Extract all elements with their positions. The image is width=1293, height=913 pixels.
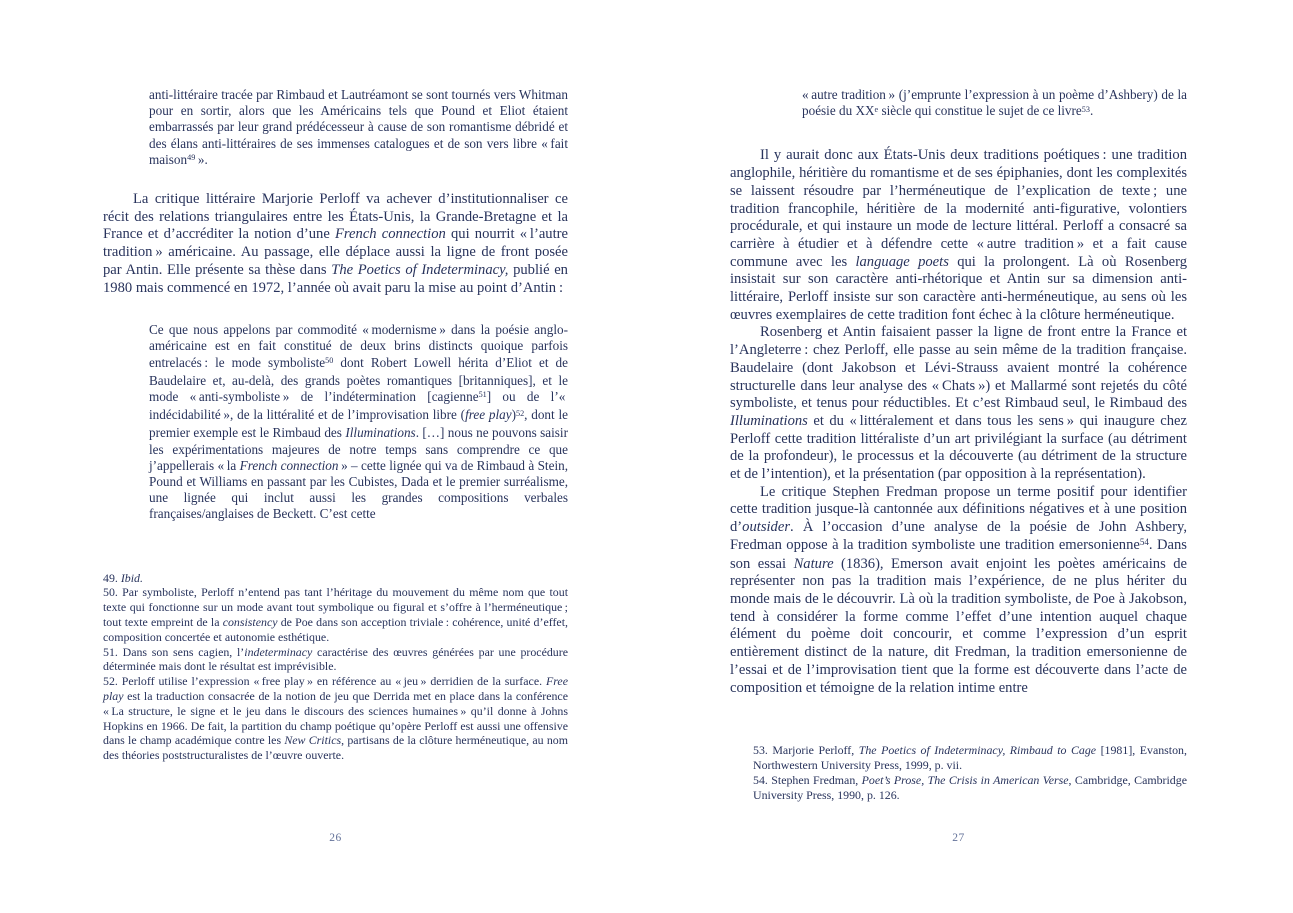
text-run: anti-littéraire tracée par Rimbaud et Lautréamont se sont tournés vers Whitman pour en sortir, alors que les Américains tels que Pound et Eliot étaient embarrassés par leur grand prédécesseur à cause de son romantisme débridé et des élans anti-littéraires de ses immenses catalogues et de son vers libre « fait maison [149,87,568,167]
text-run: . [1089,103,1094,119]
text-run: 54. Stephen Fredman, [753,772,862,787]
text-run: ) [511,407,516,423]
footnotes-section [753,743,1187,802]
text-run: 50. Par symboliste, Perloff n’entend pas tant l’héritage du mouvement du même nom que tout texte qui fonctionne sur un mode avant tout symbolique ou figural et s’offre à l’herméneutique ; tout texte empreint de la [103,585,568,630]
footnote [753,773,1187,803]
footnote [103,571,568,586]
footnote [753,743,1187,773]
text-run: Nature [793,555,834,572]
text-run: , Cambridge, Cambridge University Press, 1990, p. 126. [753,772,1187,802]
text-run: Ce que nous appelons par commodité « modernisme » dans la poésie anglo-américaine est en fait constitué de deux brins distincts quoique parfois entrelacés : le mode symboliste [149,322,568,370]
text-run: indeterminacy [244,644,313,659]
text-run: Poet’s Prose, The Crisis in American Verse [861,772,1069,787]
text-run: de Poe dans son acception triviale : cohérence, unité d’effet, composition concertée et autonomie esthétique. [103,615,568,644]
footnote-marker: 50 [325,355,334,365]
footnote-marker: e [874,104,879,114]
text-run: . Dans son essai [730,536,1187,572]
footnote-marker: 51 [478,390,487,400]
text-run: outsider [742,519,791,536]
footnote [103,585,568,644]
text-run: The Poetics of Indeterminacy, [331,261,509,278]
page-number-left: 26 [329,832,342,844]
block-quote [149,87,568,170]
block-quote [802,87,1187,121]
text-run: (1836), Emerson avait enjoint les poètes américains de représenter non pas la tradition mais l’expérience, de ne plus hériter du monde mais de le découvrir. Là où la tradition symboliste, de Poe à Jakobson, tend à considérer la forme comme l’effet d’une intention auquel chaque élément du poème doit concourir, et comme l’expression d’un esprit entièrement distinct de la nature, dit Fredman, la tradition emersonienne de l’essai et de l’improvisation tient que la forme est découverte dans l’acte de composition et témoigne de la relation intime entre [730,555,1187,696]
page-right-text [730,87,1187,802]
page-left [103,87,569,844]
page-left-text [103,87,568,763]
footnote-marker: 52 [515,408,525,418]
text-run: Illuminations [730,412,808,429]
text-run: ». [195,151,208,167]
text-run: qui la prolongent. Là où Rosenberg insistait sur son caractère anti-rhétorique et Antin sur sa dimension anti-littéraire, Perloff insiste sur son caractère anti-herméneutique, au sens où les œuvres exemplaires de cette tradition font échec à la clôture herméneutique. [730,253,1187,323]
body-paragraph [730,484,1187,697]
footnote-marker: 49 [187,153,196,163]
body-paragraph [730,324,1187,483]
text-run: qui nourrit « l’autre tradition » américaine. Au passage, elle déplace aussi la ligne de front posée par Antin. Elle présente sa thèse dans [103,226,568,278]
text-run: language poets [855,253,949,270]
text-run: New Critics [284,733,342,748]
text-run: Le critique Stephen Fredman propose un terme positif pour identifier cette tradition jusque-là cantonnée aux définitions négatives et à une position d’ [730,483,1187,536]
text-run: et du « littéralement et dans tous les sens » qui inaugure chez Perloff cette tradition littéraliste d’un art privilégiant la surface (au détriment de la profondeur), le processus et la découverte (au détriment de la structure et de l’intention), et la présentation (par opposition à la représentation). [730,412,1187,483]
text-run: French connection [239,457,339,473]
text-run: [1981], Evanston, Northwestern University Press, 1999, p. vii. [753,743,1187,772]
text-run: La critique littéraire Marjorie Perloff va achever d’institutionnaliser ce récit des relations triangulaires entre les États-Unis, la Grande-Bretagne et la France et d’accréditer la notion d’une [103,191,568,243]
text-run: 49. [103,570,121,585]
page-right [730,87,1187,844]
block-quote [149,322,568,522]
text-run: consistency [222,615,278,630]
footnotes-section [103,571,568,763]
text-run: Free play [103,674,568,704]
body-paragraph [730,147,1187,324]
text-run: free play [465,407,512,423]
text-run: 52. Perloff utilise l’expression « free play » en référence au « jeu » derridien de la surface. [103,674,546,689]
text-run: 53. Marjorie Perloff, [753,743,859,758]
page-number-right: 27 [952,832,965,844]
text-run: ] ou de l’« indécidabilité », de la littéralité et de l’improvisation libre ( [149,389,568,423]
text-run: « autre tradition » (j’emprunte l’expression à un poème d’Ashbery) de la poésie du XX [802,87,1187,119]
footnote-marker: 53 [1081,104,1090,114]
text-run: The Poetics of Indeterminacy, Rimbaud to Cage [858,743,1097,758]
text-run: , dont le premier exemple est le Rimbaud des [149,407,569,441]
text-run: French connection [335,226,446,243]
text-run: Il y aurait donc aux États-Unis deux traditions poétiques : une tradition anglophile, héritière du romantisme et de ses épiphanies, dont les complexités se laissent résoudre par l’herméneutique de l’explication de texte ; une tradition francophile, héritière de la modernité anti-figurative, volontiers procédurale, et qui instaure un mode de lecture littéral. Perloff a consacré sa carrière à étudier et à défendre cette « autre tradition » et a fait cause commune avec les [730,147,1187,270]
text-run: 51. Dans son sens cagien, l’ [103,644,245,659]
text-run: Illuminations [345,425,416,441]
text-run: , partisans de la clôture herméneutique, au nom des théories poststructuralistes de l’œuvre ouverte. [103,733,568,763]
text-run: Ibid. [120,570,143,585]
footnote [103,674,568,763]
footnote-marker: 54 [1139,536,1149,547]
text-run: » – cette lignée qui va de Rimbaud à Stein, Pound et Williams en passant par les Cubistes, Dada et le premier surréalisme, une lignée qui inclut aussi les grandes compositions verbales françaises/anglaises de Beckett. C’est cette [149,457,568,522]
text-run: siècle qui constitue le sujet de ce livre [878,103,1082,119]
body-paragraph [103,191,568,297]
footnote [103,645,568,675]
text-run: Rosenberg et Antin faisaient passer la ligne de front entre la France et l’Angleterre : chez Perloff, elle passe au sein même de la tradition française. Baudelaire (dont Jakobson et Lévi-Strauss avaient montré la cohérence structurelle dans leur analyse des « Chats ») et Mallarmé sont rejetés du côté symboliste, et tenus pour réductibles. Et c’est Rimbaud seul, le Rimbaud des [730,324,1187,412]
text-run: publié en 1980 mais commencé en 1972, l’année où avait paru la mise au point d’Antin : [103,261,568,296]
text-run: . À l’occasion d’une analyse de la poésie de John Ashbery, Fredman oppose à la tradition symboliste une tradition emersonienne [730,519,1187,553]
text-run: caractérise des œuvres générées par une procédure déterminée mais dont le résultat est imprévisible. [103,644,568,674]
text-run: . […] nous ne pouvons saisir les expérimentations majeures de notre temps sans comprendre ce que j’appellerais « la [149,425,568,473]
text-run: est la traduction consacrée de la notion de jeu que Derrida met en place dans la conférence « La structure, le signe et le jeu dans le discours des sciences humaines » qu’il donne à Johns Hopkins en 1966. De fait, la partition du champ poétique qu’opère Perloff est aussi une offensive dans le champ académique contre les [103,689,568,748]
text-run: dont Robert Lowell hérita d’Eliot et de Baudelaire et, au-delà, des grands poètes romantiques [britanniques], et le mode « anti-symboliste » de l’indétermination [cagienne [149,354,568,405]
